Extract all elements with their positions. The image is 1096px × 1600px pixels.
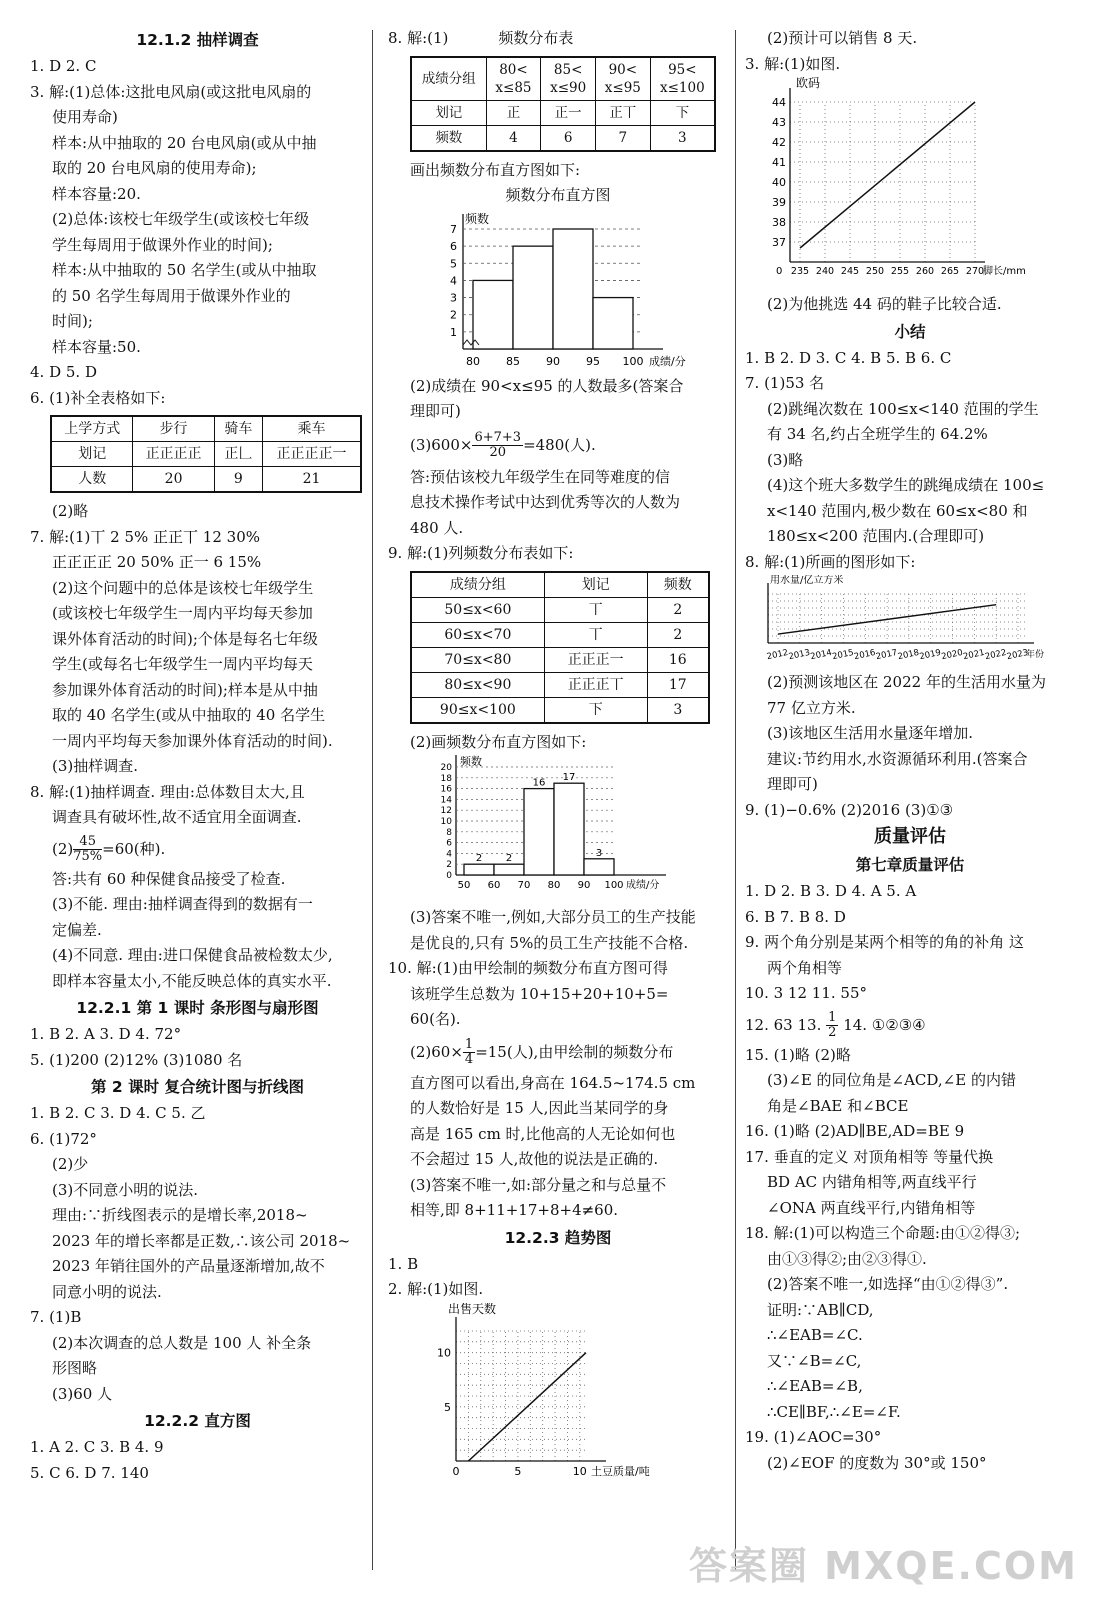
x-tick-label: 260 <box>915 266 935 277</box>
answer-line: BD AC 内错角相等,两直线平行 <box>767 1173 977 1191</box>
answer-line: (3)该地区生活用水量逐年增加. <box>767 724 974 742</box>
answer-line: 时间); <box>52 312 93 330</box>
answer-line: 课外体育活动的时间);个体是每名七年级 <box>52 629 318 648</box>
y-axis-label: 频数 <box>460 755 482 768</box>
answer-line: 不会超过 15 人,故他的说法是正确的. <box>410 1150 659 1168</box>
data-label: 2 <box>475 853 483 865</box>
table-header: 成绩分组 <box>411 572 544 598</box>
table-cell: 50≤x<60 <box>411 597 544 622</box>
y-tick-label: 41 <box>772 156 786 169</box>
y-tick-label: 4 <box>450 273 457 287</box>
answer-line: 10. 解:(1)由甲绘制的频数分布直方图可得 <box>388 959 668 977</box>
x-tick-label: 90 <box>577 880 591 891</box>
histogram-bar <box>473 280 513 349</box>
x-tick-label: 60 <box>487 880 501 891</box>
table-cell: 正 <box>486 100 541 125</box>
answer-line: 证明:∵AB∥CD, <box>767 1300 874 1319</box>
x-tick-label: 0 <box>452 1464 460 1478</box>
table-cell: 正正正正 <box>133 442 214 467</box>
table-cell: 正正正一 <box>544 647 647 672</box>
answer-line: 1. D 2. C <box>30 57 97 75</box>
answer-line: 样本容量:50. <box>52 337 141 356</box>
answer-line: (2)画频数分布直方图如下: <box>410 732 587 751</box>
answer-line: 该班学生总数为 10+15+20+10+5= <box>410 984 669 1003</box>
y-axis-label: 出售天数 <box>448 1302 497 1316</box>
answer-line: 取的 20 台电风扇的使用寿命); <box>52 159 257 177</box>
answer-line: 息技术操作考试中达到优秀等次的人数为 <box>410 493 681 511</box>
trend-line <box>778 605 996 634</box>
table-cell: 丅 <box>544 597 647 622</box>
x-tick-label: 250 <box>865 266 885 277</box>
table-cell: 正𠃊 <box>214 442 262 467</box>
answer-line: (2)∠EOF 的度数为 30°或 150° <box>767 1453 987 1472</box>
answer-line: 77 亿立方米. <box>767 698 856 717</box>
trend-line <box>800 102 975 248</box>
x-tick-label: 2012 <box>765 647 790 663</box>
answer-line: (2)跳绳次数在 100≤x<140 范围的学生 <box>767 399 1039 418</box>
x-tick-label: 2014 <box>809 647 833 663</box>
answer-line: (3)答案不唯一,例如,大部分员工的生产技能 <box>410 908 696 926</box>
table-cell: 16 <box>647 647 709 672</box>
answer-line: (3)600× $\frac{6+7+3}{20}$ =480(人). <box>410 430 596 460</box>
answer-line: 1. B 2. C 3. D 4. C 5. 乙 <box>30 1104 206 1122</box>
table-cell: 70≤x<80 <box>411 647 544 672</box>
answer-line: 3. 解:(1)总体:这批电风扇(或这批电风扇的 <box>30 82 312 101</box>
table-cell: 80≤x<90 <box>411 672 544 697</box>
x-axis-label: 年份 <box>1026 650 1045 660</box>
table-cell: 频数 <box>411 125 486 151</box>
frequency-table-1 <box>410 56 716 152</box>
answer-line: 8. 解:(1)抽样调查. 理由:总体数目太大,且 <box>30 782 305 801</box>
answer-line: 4. D 5. D <box>30 363 97 381</box>
answer-line: 又∵∠B=∠C, <box>767 1351 862 1370</box>
table-cell: 60≤x<70 <box>411 622 544 647</box>
column-1 <box>30 26 365 1486</box>
answer-line: 的 50 名学生每周用于做课外作业的 <box>52 286 291 305</box>
table-cell: 3 <box>650 125 715 151</box>
answer-line: 2023 年的增长率都是正数,∴该公司 2018~ <box>52 1231 351 1250</box>
x-tick-label: 2022 <box>984 647 1008 663</box>
trend-chart-potato <box>428 1303 688 1483</box>
answer-line: 6. B 7. B 8. D <box>745 907 846 926</box>
table-header: 划记 <box>544 572 647 598</box>
answer-line: (3)抽样调查. <box>52 757 139 775</box>
x-tick-label: 235 <box>790 266 810 277</box>
histogram-bar <box>524 789 554 875</box>
answer-line: 17. 垂直的定义 对顶角相等 等量代换 <box>745 1147 994 1166</box>
answer-line: 学生(或每名七年级学生一周内平均每天 <box>52 655 313 673</box>
histogram-bar <box>513 246 553 349</box>
table-cell: 4 <box>486 125 541 151</box>
answer-line: 1. D 2. B 3. D 4. A 5. A <box>745 882 917 900</box>
table-header: 95< x≤100 <box>650 57 715 101</box>
fraction: $\frac{6+7+3}{20}$ <box>474 430 522 460</box>
table-cell: 3 <box>647 697 709 723</box>
answer-line: 10. 3 12 11. 55° <box>745 984 867 1002</box>
answer-line: 5. C 6. D 7. 140 <box>30 1463 149 1482</box>
answer-line: ∴∠EAB=∠C. <box>767 1326 863 1344</box>
y-tick-label: 1 <box>450 325 457 339</box>
answer-line: 学生每周用于做课外作业的时间); <box>52 235 273 254</box>
x-axis-label: 土豆质量/吨 <box>591 1464 650 1478</box>
answer-line: 一周内平均每天参加课外体育活动的时间). <box>52 731 333 750</box>
x-axis-label: 成绩/分 <box>649 354 686 368</box>
answer-line: 相等,即 8+11+17+8+4≠60. <box>410 1201 619 1219</box>
table-cell: 正正正正一 <box>263 442 361 467</box>
answer-line: (3)不同意小明的说法. <box>52 1180 199 1199</box>
section-heading: 12.2.3 趋势图 <box>504 1228 612 1247</box>
trend-chart-shoe-size <box>765 77 1085 292</box>
table-cell: 人数 <box>51 467 133 493</box>
answer-line: (2)成绩在 90<x≤95 的人数最多(答案合 <box>410 376 684 395</box>
answer-line: 同意小明的说法. <box>52 1282 162 1301</box>
answer-line: 角是∠BAE 和∠BCE <box>767 1096 909 1115</box>
data-label: 3 <box>595 847 603 859</box>
answer-line: 两个角相等 <box>767 958 843 977</box>
column-3 <box>745 26 1075 1476</box>
histogram-bar <box>553 229 593 349</box>
answer-line: 即样本容量太小,不能反映总体的真实水平. <box>52 971 332 990</box>
answer-line: 6. (1)补全表格如下: <box>30 388 166 407</box>
section-heading: 12.1.2 抽样调查 <box>136 31 259 49</box>
table-cell: 90≤x<100 <box>411 697 544 723</box>
fraction: $\frac{1}{4}$ <box>464 1037 474 1067</box>
histogram-2 <box>428 755 708 905</box>
x-axis-label: 成绩/分 <box>626 880 660 891</box>
answer-line: (2)预测该地区在 2022 年的生活用水量为 <box>767 673 1046 691</box>
section-heading: 小结 <box>894 322 926 341</box>
x-tick-label: 0 <box>776 266 783 277</box>
fraction: $\frac{45}{75\%}$ <box>73 834 103 864</box>
x-tick-label: 80 <box>466 354 480 368</box>
answer-line: 6. (1)72° <box>30 1129 97 1148</box>
table-title: 频数分布表 <box>498 29 574 47</box>
y-tick-label: 10 <box>437 1346 451 1360</box>
column-divider <box>372 30 373 1570</box>
answer-line: 180≤x<200 范围内.(合理即可) <box>767 527 985 545</box>
x-tick-label: 2019 <box>918 647 942 663</box>
answer-line: 由①③得②;由②③得①. <box>767 1249 927 1268</box>
x-tick-label: 80 <box>547 880 561 891</box>
answer-line: 1. B <box>388 1254 419 1273</box>
x-tick-label: 95 <box>586 354 600 368</box>
answer-line: 9. 两个角分别是某两个相等的角的补角 这 <box>745 933 1024 951</box>
answer-line: 建议:节约用水,水资源循环利用.(答案合 <box>767 749 1028 768</box>
answer-line: (3)答案不唯一,如:部分量之和与总量不 <box>410 1175 667 1194</box>
answer-line: 理即可) <box>410 402 461 420</box>
data-label: 17 <box>562 772 576 784</box>
table-header: 频数 <box>647 572 709 598</box>
answer-line: 直方图可以看出,身高在 164.5~174.5 cm <box>410 1073 696 1092</box>
answer-line: (2)60× $\frac{1}{4}$ =15(人),由甲绘制的频数分布 <box>410 1037 674 1067</box>
answer-line: 1. B 2. A 3. D 4. 72° <box>30 1025 182 1043</box>
table-cell: 丅 <box>544 622 647 647</box>
answer-line: 样本容量:20. <box>52 184 141 203</box>
answer-line: x<140 范围内,极少数在 60≤x<80 和 <box>767 501 1028 520</box>
answer-line: 有 34 名,约占全班学生的 64.2% <box>767 425 988 443</box>
histogram-1 <box>428 209 728 374</box>
answer-line: (4)不同意. 理由:进口保健食品被检数太少, <box>52 946 333 964</box>
table-cell: 2 <box>647 597 709 622</box>
answer-line: 样本:从中抽取的 20 台电风扇(或从中抽 <box>52 133 317 152</box>
answer-line: 18. 解:(1)可以构造三个命题:由①②得③; <box>745 1224 1021 1242</box>
x-tick-label: 255 <box>890 266 910 277</box>
y-tick-label: 16 <box>440 784 452 795</box>
answer-line: 12. 63 13. $\frac{1}{2}$ 14. ①②③④ <box>745 1010 926 1040</box>
answer-line: 样本:从中抽取的 50 名学生(或从中抽取 <box>52 261 317 279</box>
table-cell: 正一 <box>541 100 596 125</box>
table-cell: 划记 <box>51 442 133 467</box>
column-2 <box>388 26 728 1483</box>
answer-line: 使用寿命) <box>52 108 118 126</box>
y-tick-label: 6 <box>450 239 457 253</box>
answer-line: 参加课外体育活动的时间);样本是从中抽 <box>52 680 318 699</box>
y-tick-label: 44 <box>772 96 786 109</box>
answer-line: 1. B 2. D 3. C 4. B 5. B 6. C <box>745 348 952 367</box>
section-heading: 第七章质量评估 <box>855 856 965 874</box>
x-tick-label: 265 <box>940 266 960 277</box>
section-heading: 第 2 课时 复合统计图与折线图 <box>91 1078 304 1096</box>
answer-line: 3. 解:(1)如图. <box>745 54 841 73</box>
fraction: $\frac{1}{2}$ <box>828 1010 837 1040</box>
y-tick-label: 2 <box>450 308 457 322</box>
answer-line: 8. 解:(1) 频数分布表 <box>388 29 574 47</box>
answer-line: 高是 165 cm 时,比他高的人无论如何也 <box>410 1124 676 1143</box>
x-axis-label: 脚长/mm <box>983 266 1026 277</box>
table-cell: 17 <box>647 672 709 697</box>
y-tick-label: 7 <box>450 222 457 236</box>
x-tick-label: 2021 <box>962 647 986 663</box>
y-tick-label: 10 <box>440 817 452 827</box>
answer-line: 1. A 2. C 3. B 4. 9 <box>30 1438 164 1456</box>
answer-line: 2. 解:(1)如图. <box>388 1280 484 1298</box>
table-header: 骑车 <box>214 416 262 442</box>
y-axis-label: 用水量/亿立方米 <box>770 575 844 586</box>
y-tick-label: 20 <box>440 763 452 773</box>
answer-line: ∴∠EAB=∠B, <box>767 1377 863 1395</box>
answer-line: 480 人. <box>410 518 464 537</box>
answer-line: ∠ONA 两直线平行,内错角相等 <box>767 1198 976 1217</box>
y-tick-label: 5 <box>450 256 457 270</box>
data-label: 2 <box>505 853 513 865</box>
table-cell: 正丅 <box>595 100 650 125</box>
table-cell: 下 <box>544 697 647 723</box>
y-tick-label: 2 <box>446 860 452 871</box>
y-tick-label: 3 <box>450 291 457 305</box>
answer-line: 调查具有破坏性,故不适宜用全面调查. <box>52 808 302 826</box>
answer-line: 15. (1)略 (2)略 <box>745 1045 851 1064</box>
answer-line: 形图略 <box>52 1359 98 1377</box>
answer-line: 是优良的,只有 5%的员工生产技能不合格. <box>410 933 689 952</box>
y-tick-label: 8 <box>446 827 452 838</box>
x-tick-label: 2023 <box>1005 647 1030 663</box>
answer-line: 理即可) <box>767 775 818 793</box>
table-cell: 正正正丅 <box>544 672 647 697</box>
answer-line: (4)这个班大多数学生的跳绳成绩在 100≤ <box>767 476 1045 494</box>
answer-line: 的人数恰好是 15 人,因此当某同学的身 <box>410 1099 669 1117</box>
table-cell: 20 <box>133 467 214 493</box>
answer-line: 正正正正 20 50% 正一 6 15% <box>52 553 262 571</box>
x-tick-label: 90 <box>546 354 560 368</box>
answer-line: 5. (1)200 (2)12% (3)1080 名 <box>30 1050 243 1069</box>
y-tick-label: 6 <box>446 838 452 849</box>
table-header: 85< x≤90 <box>541 57 596 101</box>
answer-line: (2)少 <box>52 1155 89 1173</box>
answer-line: 定偏差. <box>52 920 102 939</box>
answer-line: (3)略 <box>767 450 804 469</box>
x-tick-label: 2018 <box>896 647 921 663</box>
x-tick-label: 100 <box>622 354 644 368</box>
frequency-table-2 <box>410 571 710 724</box>
answer-line: 9. 解:(1)列频数分布表如下: <box>388 544 574 562</box>
answer-line: (2)这个问题中的总体是该校七年级学生 <box>52 578 314 597</box>
x-tick-label: 2017 <box>875 647 899 663</box>
table-cell: 9 <box>214 467 262 493</box>
x-tick-label: 245 <box>840 266 860 277</box>
answer-line: (2)答案不唯一,如选择“由①②得③”. <box>767 1275 1009 1293</box>
answer-line: 取的 40 名学生(或从中抽取的 40 名学生 <box>52 706 326 724</box>
y-tick-label: 38 <box>772 216 786 229</box>
answer-line: ∴CE∥BF,∴∠E=∠F. <box>767 1402 901 1421</box>
y-tick-label: 37 <box>772 236 786 249</box>
watermark: 答案圈 MXQE.COM <box>688 1544 1078 1588</box>
table-header: 成绩分组 <box>411 57 486 101</box>
table-cell: 2 <box>647 622 709 647</box>
table-cell: 划记 <box>411 100 486 125</box>
x-tick-label: 2016 <box>853 647 877 663</box>
y-tick-label: 12 <box>440 806 452 817</box>
x-tick-label: 5 <box>514 1464 522 1478</box>
table-cell: 下 <box>650 100 715 125</box>
x-tick-label: 70 <box>517 880 531 891</box>
x-tick-label: 2020 <box>940 647 964 663</box>
table-header: 90< x≤95 <box>595 57 650 101</box>
answer-line: (2)为他挑选 44 码的鞋子比较合适. <box>767 295 1002 313</box>
section-heading: 12.2.1 第 1 课时 条形图与扇形图 <box>76 999 319 1017</box>
y-tick-label: 42 <box>772 136 786 149</box>
data-label: 16 <box>532 777 546 789</box>
answer-line: 16. (1)略 (2)AD∥BE,AD=BE 9 <box>745 1122 965 1140</box>
answer-line: 19. (1)∠AOC=30° <box>745 1428 882 1446</box>
y-tick-label: 18 <box>440 773 452 784</box>
histogram-bar <box>554 783 584 875</box>
y-tick-label: 5 <box>444 1400 451 1414</box>
section-heading: 质量评估 <box>874 826 946 847</box>
answer-line: 理由:∵折线图表示的是增长率,2018~ <box>52 1206 308 1224</box>
answer-line: 7. (1)B <box>30 1308 82 1326</box>
commute-table <box>50 415 362 493</box>
table-cell: 6 <box>541 125 596 151</box>
x-tick-label: 100 <box>604 880 624 891</box>
answer-line: (3)不能. 理由:抽样调查得到的数据有一 <box>52 895 313 913</box>
answer-line: (3)∠E 的同位角是∠ACD,∠E 的内错 <box>767 1071 1016 1089</box>
histogram-bar <box>584 859 614 875</box>
answer-line: 60(名). <box>410 1010 461 1028</box>
y-axis-label: 频数 <box>465 211 490 226</box>
table-header: 上学方式 <box>51 416 133 442</box>
answer-line: 7. (1)53 名 <box>745 374 825 392</box>
answer-line: (2)预计可以销售 8 天. <box>767 29 918 47</box>
answer-line: 画出频数分布直方图如下: <box>410 160 581 179</box>
y-tick-label: 40 <box>772 176 786 189</box>
y-axis-label: 欧码 <box>796 77 821 90</box>
answer-line: (2)总体:该校七年级学生(或该校七年级 <box>52 210 310 228</box>
x-tick-label: 2013 <box>787 647 812 663</box>
histogram-bar <box>494 864 524 875</box>
table-header: 80< x≤85 <box>486 57 541 101</box>
x-tick-label: 2015 <box>831 647 855 663</box>
answer-line: (3)60 人 <box>52 1384 113 1403</box>
x-tick-label: 50 <box>457 880 471 891</box>
x-tick-label: 85 <box>506 354 520 368</box>
table-header: 步行 <box>133 416 214 442</box>
answer-line: 9. (1)−0.6% (2)2016 (3)①③ <box>745 800 954 819</box>
y-tick-label: 43 <box>772 116 786 129</box>
answer-line: 8. 解:(1)所画的图形如下: <box>745 552 916 571</box>
section-heading: 12.2.2 直方图 <box>144 1412 251 1430</box>
y-tick-label: 0 <box>446 871 452 881</box>
answer-line: (或该校七年级学生一周内平均每天参加 <box>52 604 313 622</box>
answer-line: 答:共有 60 种保健食品接受了检查. <box>52 869 286 888</box>
answer-line: 2023 年销往国外的产品量逐渐增加,故不 <box>52 1257 325 1275</box>
y-tick-label: 39 <box>772 196 786 209</box>
chart-title: 频数分布直方图 <box>505 186 611 204</box>
table-header: 乘车 <box>263 416 361 442</box>
trend-chart-water <box>750 575 1070 670</box>
histogram-bar <box>593 297 633 348</box>
x-tick-label: 240 <box>815 266 835 277</box>
x-tick-label: 10 <box>572 1464 587 1478</box>
answer-line: (2) $\frac{45}{75\%}$ =60(种). <box>52 834 166 864</box>
histogram-bar <box>464 864 494 875</box>
answer-line: 答:预估该校九年级学生在同等难度的信 <box>410 467 671 486</box>
answer-line: 7. 解:(1)丅 2 5% 正正丅 12 30% <box>30 527 260 546</box>
column-divider <box>735 30 736 1570</box>
answer-line: (2)本次调查的总人数是 100 人 补全条 <box>52 1333 312 1352</box>
table-cell: 21 <box>263 467 361 493</box>
y-tick-label: 14 <box>440 795 452 806</box>
x-tick-label: 270 <box>965 266 985 277</box>
y-tick-label: 4 <box>446 849 452 860</box>
answer-line: (2)略 <box>52 502 89 520</box>
table-cell: 7 <box>595 125 650 151</box>
